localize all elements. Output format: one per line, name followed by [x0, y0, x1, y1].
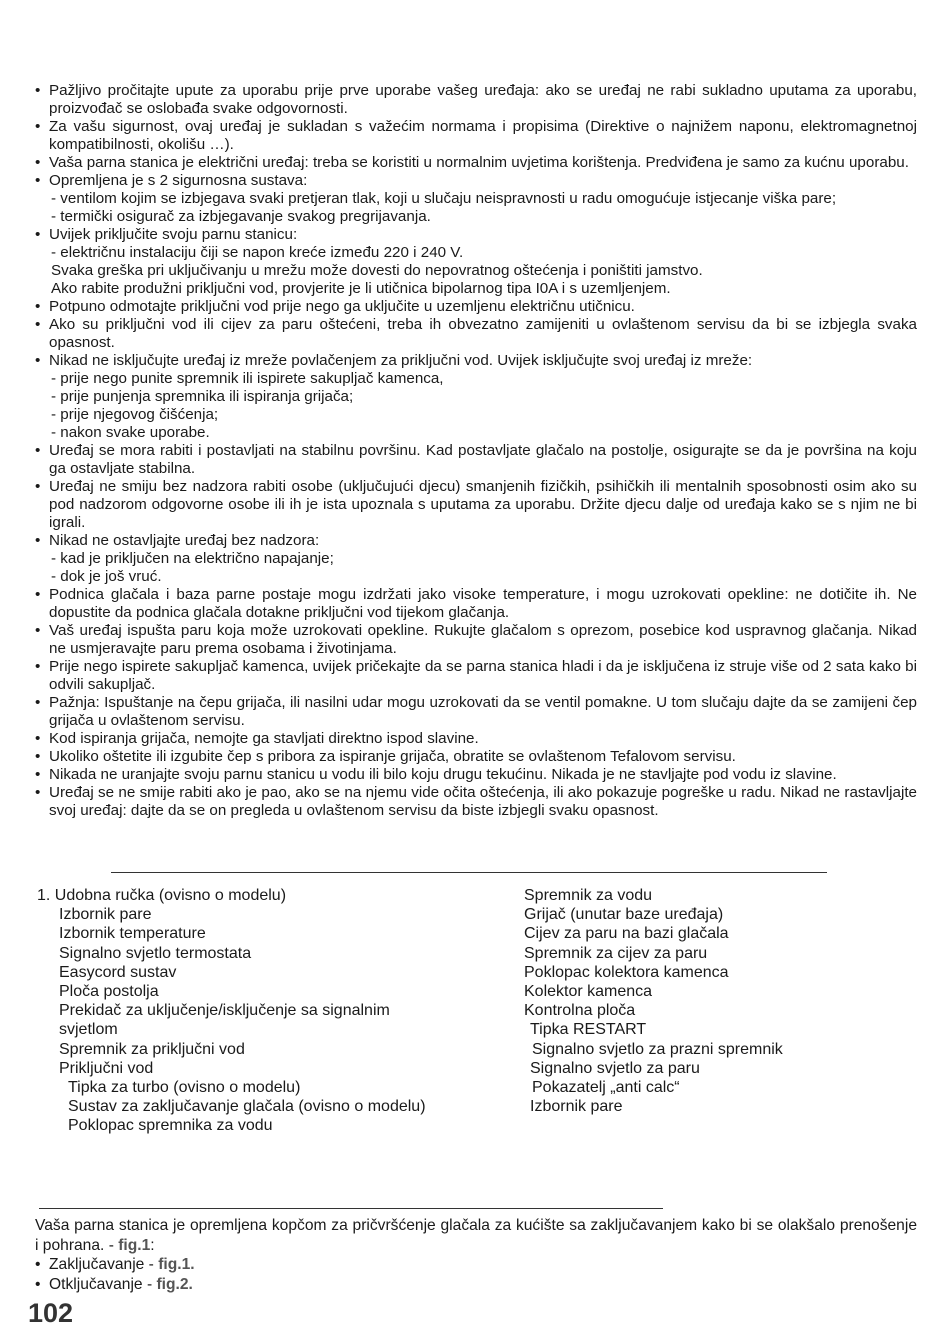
locking-intro-text: Vaša parna stanica je opremljena kopčom za pričvršćenje glačala za kućište sa zaključavanjem kako bi se olakšalo prenošenje i pohrana. -	[35, 1217, 917, 1254]
part-item: Spremnik za vodu	[524, 887, 653, 904]
part-item: Easycord sustav	[59, 963, 177, 981]
locking-system-note	[35, 1216, 917, 1294]
figure-reference: fig.1.	[158, 1256, 195, 1273]
warning-item: • Kod ispiranja grijača, nemojte ga stavljati direktno ispod slavine.	[35, 730, 917, 748]
part-item: Signalno svjetlo za paru	[530, 1059, 700, 1077]
part-item: Pokazatelj „anti calc“	[532, 1079, 680, 1097]
figure-reference: fig.1	[118, 1236, 151, 1254]
warning-subitem: - ventilom kojim se izbjegava svaki pretjeran tlak, koji u slučaju neispravnosti u radu omogućuje istjecanje viška pare;	[51, 190, 837, 207]
page-number: 102	[28, 1298, 74, 1328]
warning-subitem: - nakon svake uporabe.	[51, 424, 210, 441]
warning-subitem: - prije nego punite spremnik ili ispirete sakupljač kamenca,	[51, 370, 444, 387]
part-item: Spremnik za priključni vod	[59, 1040, 245, 1058]
warning-item: • Nikad ne isključujte uređaj iz mreže povlačenjem za priključni vod. Uvijek isključujte svoj uređaj iz mreže:	[35, 352, 917, 370]
warning-subitem: - termički osigurač za izbjegavanje svakog pregrijavanja.	[51, 208, 431, 225]
part-item: Prekidač za uključenje/isključenje sa signalnim	[59, 1002, 390, 1020]
part-item: Izbornik pare	[59, 906, 152, 924]
part-item: 1. Udobna ručka (ovisno o modelu)	[37, 887, 287, 904]
lock-label: Zaključavanje -	[49, 1256, 154, 1273]
part-item: Poklopac kolektora kamenca	[524, 963, 729, 981]
locking-intro	[35, 1216, 917, 1255]
part-item: Signalno svjetlo termostata	[59, 944, 252, 962]
figure-reference: fig.2.	[156, 1275, 193, 1293]
warning-item: • Uređaj se mora rabiti i postavljati na stabilnu površinu. Kad postavljate glačalo na postolje, osigurajte se da je površina na koju ga ostavljate stabilna.	[35, 442, 917, 478]
warning-subitem: - električnu instalaciju čiji se napon kreće između 220 i 240 V.	[51, 244, 464, 261]
warning-item: • Nikada ne uranjajte svoju parnu stanicu u vodu ili bilo koju drugu tekućinu. Nikada je ne stavljajte pod vodu iz slavine.	[35, 766, 917, 784]
warning-item: • Za vašu sigurnost, ovaj uređaj je sukladan s važećim normama i propisima (Direktive o najnižem naponu, elektromagnetnoj kompatibilnosti, okolišu …).	[35, 118, 917, 154]
part-item: Ploča postolja	[59, 983, 159, 1001]
warning-item: • Opremljena je s 2 sigurnosna sustava:	[35, 172, 917, 190]
warning-item: • Potpuno odmotajte priključni vod prije nego ga uključite u uzemljenu električnu utičnicu.	[35, 298, 917, 316]
part-item: Cijev za paru na bazi glačala	[524, 925, 729, 943]
warning-item: • Podnica glačala i baza parne postaje mogu izdržati jako visoke temperature, i mogu uzrokovati opekline: ne dotičite ih. Ne dopustite da podnica glačala dotakne priključni vod tijekom glačanja.	[35, 586, 917, 622]
part-item: Spremnik za cijev za paru	[524, 944, 708, 962]
parts-list-left	[37, 886, 477, 1136]
part-item: Signalno svjetlo za prazni spremnik	[532, 1040, 783, 1058]
warning-item: • Vaš uređaj ispušta paru koja može uzrokovati opekline. Rukujte glačalom s oprezom, posebice kod uspravnog glačanja. Nikad ne usmjeravajte paru prema osobama i životinjama.	[35, 622, 917, 658]
part-item: Sustav za zaključavanje glačala (ovisno o modelu)	[68, 1098, 426, 1116]
warning-item: • Nikad ne ostavljajte uređaj bez nadzora:	[35, 532, 917, 550]
part-item: Grijač (unutar baze uređaja)	[524, 906, 724, 924]
unlock-label: Otključavanje -	[49, 1275, 153, 1293]
warning-subitem: Svaka greška pri uključivanju u mrežu može dovesti do nepovratnog oštećenja i poništiti jamstvo.	[51, 262, 703, 279]
part-item: Tipka za turbo (ovisno o modelu)	[68, 1079, 301, 1097]
part-item: Poklopac spremnika za vodu	[68, 1117, 273, 1135]
lock-instruction	[35, 1255, 917, 1275]
warning-item: • Ukoliko oštetite ili izgubite čep s pribora za ispiranje grijača, obratite se ovlaštenom Tefalovom servisu.	[35, 748, 917, 766]
part-item: Izbornik temperature	[59, 925, 206, 943]
warning-item: • Prije nego ispirete sakupljač kamenca, uvijek pričekajte da se parna stanica hladi i da je isključena iz struje više od 2 sata kako bi odvili sakupljač.	[35, 658, 917, 694]
part-item: svjetlom	[59, 1021, 118, 1039]
warning-item: • Pažljivo pročitajte upute za uporabu prije prve uporabe vašeg uređaja: ako se uređaj ne rabi sukladno uputama za uporabu, proizvođač se oslobađa svake odgovornosti.	[35, 82, 917, 118]
part-item: Tipka RESTART	[530, 1021, 647, 1039]
warning-item: • Uređaj se ne smije rabiti ako je pao, ako se na njemu vide očita oštećenja, ili ako pokazuje pogreške u radu. Nikad ne rastavljajte svoj uređaj: dajte da se on pregleda u ovlaštenom servisu da biste izbjegli svaku opasnost.	[35, 784, 917, 820]
warning-subitem: - prije punjenja spremnika ili ispiranja grijača;	[51, 388, 354, 405]
section-divider	[39, 1208, 663, 1209]
part-item: Priključni vod	[59, 1059, 154, 1077]
warning-item: • Vaša parna stanica je električni uređaj: treba se koristiti u normalnim uvjetima korištenja. Predviđena je samo za kućnu uporabu.	[35, 154, 917, 172]
unlock-instruction	[35, 1275, 917, 1295]
warning-item: • Pažnja: Ispuštanje na čepu grijača, ili nasilni udar mogu uzrokovati da se ventil pomakne. U tom slučaju dajte da se zamijeni čep grijača u ovlaštenom servisu.	[35, 694, 917, 730]
warning-subitem: - prije njegovog čišćenja;	[51, 406, 219, 423]
warning-item: • Uvijek priključite svoju parnu stanicu:	[35, 226, 917, 244]
warning-item: • Uređaj ne smiju bez nadzora rabiti osobe (uključujući djecu) smanjenih fizičkih, psihičkih ili mentalnih sposobnosti osim ako su pod nadzorom odgovorne osobe ili ih je ista upoznala s uputama za uporabu. Držite djecu dalje od uređaja kako se s njim ne bi igrali.	[35, 478, 917, 532]
warning-subitem: - kad je priključen na električno napajanje;	[51, 550, 334, 567]
warning-subitem: Ako rabite produžni priključni vod, provjerite je li utičnica bipolarnog tipa I0A i s uzemljenjem.	[51, 280, 671, 297]
warning-item: • Ako su priključni vod ili cijev za paru oštećeni, treba ih obvezatno zamijeniti u ovlaštenom servisu da bi se izbjegla svaka opasnost.	[35, 316, 917, 352]
parts-list-right	[524, 886, 924, 1116]
locking-intro-end: :	[150, 1236, 155, 1254]
section-divider	[111, 872, 827, 873]
safety-instructions	[35, 82, 917, 820]
part-item: Kontrolna ploča	[524, 1002, 636, 1020]
part-item: Kolektor kamenca	[524, 983, 653, 1001]
warning-subitem: - dok je još vruć.	[51, 568, 162, 585]
part-item: Izbornik pare	[530, 1098, 623, 1116]
